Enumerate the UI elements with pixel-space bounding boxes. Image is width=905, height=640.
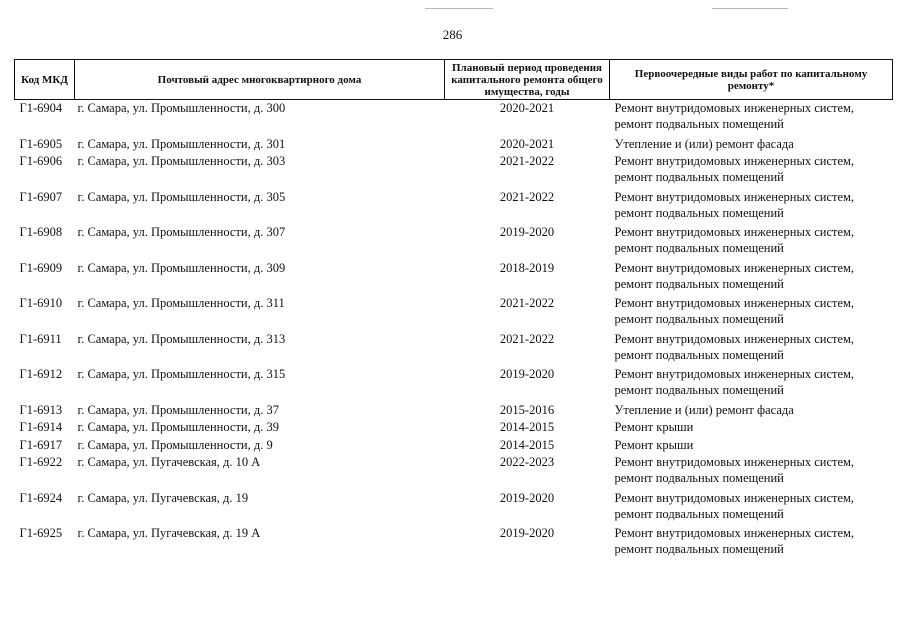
cell-period: 2020-2021 [499,136,555,151]
cell-period: 2021-2022 [499,331,555,346]
cell-code: Г1-6914 [19,420,63,434]
cell-address: г. Самара, ул. Пугачевская, д. 19 А [77,526,261,540]
cell-code: Г1-6907 [19,189,63,204]
cell-period: 2019-2020 [499,526,555,540]
cell-address: г. Самара, ул. Промышленности, д. 9 [77,437,273,452]
cell-works: Ремонт внутридомовых инженерных систем, ремонт подвальных помещений [614,455,855,485]
table-row [15,260,893,296]
table-row [15,437,893,455]
table-row [15,366,893,402]
table-row [15,136,893,154]
scan-artifact [425,8,493,9]
cell-address: г. Самара, ул. Промышленности, д. 301 [77,136,286,151]
cell-period: 2019-2020 [499,490,555,505]
cell-works: Ремонт внутридомовых инженерных систем, ремонт подвальных помещений [614,154,855,184]
cell-works: Ремонт крыши [614,420,694,434]
cell-period: 2018-2019 [499,260,555,275]
table-header [15,60,893,100]
table-row [15,331,893,367]
cell-works: Ремонт внутридомовых инженерных систем, ремонт подвальных помещений [614,490,855,521]
cell-code: Г1-6917 [19,437,63,452]
cell-code: Г1-6925 [19,526,63,540]
cell-period: 2021-2022 [499,189,555,204]
cell-period: 2019-2020 [499,225,555,239]
table-row [15,454,893,490]
header-period: Плановый период проведения капитального ремонта общего имущества, годы [445,60,610,100]
scan-artifact [712,8,788,9]
cell-period: 2021-2022 [499,296,555,310]
table-row [15,525,893,561]
cell-code: Г1-6922 [19,455,63,469]
cell-works: Ремонт внутридомовых инженерных систем, ремонт подвальных помещений [614,296,855,326]
table-row [15,419,893,437]
cell-works: Утепление и (или) ремонт фасада [614,136,794,151]
table-row [15,100,893,136]
cell-address: г. Самара, ул. Промышленности, д. 39 [77,420,279,434]
cell-address: г. Самара, ул. Промышленности, д. 313 [77,331,286,346]
cell-address: г. Самара, ул. Промышленности, д. 311 [77,296,285,310]
cell-works: Ремонт внутридомовых инженерных систем, ремонт подвальных помещений [614,331,855,362]
cell-works: Ремонт внутридомовых инженерных систем, ремонт подвальных помещений [614,101,855,131]
cell-code: Г1-6912 [19,367,63,381]
cell-code: Г1-6924 [19,490,63,505]
cell-code: Г1-6906 [19,154,63,168]
header-address: Почтовый адрес многоквартирного дома [75,60,445,100]
table-row [15,295,893,331]
cell-period: 2014-2015 [499,437,555,452]
cell-address: г. Самара, ул. Промышленности, д. 300 [77,101,286,115]
cell-code: Г1-6909 [19,260,63,275]
cell-works: Ремонт внутридомовых инженерных систем, ремонт подвальных помещений [614,225,855,255]
cell-period: 2021-2022 [499,154,555,168]
cell-works: Ремонт внутридомовых инженерных систем, ремонт подвальных помещений [614,526,855,556]
cell-works: Ремонт крыши [614,437,694,452]
cell-period: 2022-2023 [499,455,555,469]
cell-address: г. Самара, ул. Пугачевская, д. 10 А [77,455,261,469]
cell-period: 2015-2016 [499,402,555,417]
table-row [15,402,893,420]
cell-code: Г1-6910 [19,296,63,310]
cell-period: 2014-2015 [499,420,555,434]
cell-address: г. Самара, ул. Промышленности, д. 315 [77,367,286,381]
cell-address: г. Самара, ул. Промышленности, д. 305 [77,189,286,204]
table-row [15,189,893,225]
cell-works: Ремонт внутридомовых инженерных систем, ремонт подвальных помещений [614,260,855,291]
repair-schedule-table [14,59,893,561]
cell-code: Г1-6904 [19,101,63,115]
cell-address: г. Самара, ул. Промышленности, д. 307 [77,225,286,239]
cell-code: Г1-6911 [19,331,62,346]
cell-address: г. Самара, ул. Промышленности, д. 37 [77,402,279,417]
table-row [15,490,893,526]
cell-works: Утепление и (или) ремонт фасада [614,402,794,417]
cell-works: Ремонт внутридомовых инженерных систем, ремонт подвальных помещений [614,367,855,397]
table-row [15,224,893,260]
cell-works: Ремонт внутридомовых инженерных систем, ремонт подвальных помещений [614,189,855,220]
header-code: Код МКД [15,60,75,100]
cell-period: 2019-2020 [499,367,555,381]
cell-code: Г1-6905 [19,136,63,151]
cell-address: г. Самара, ул. Промышленности, д. 303 [77,154,286,168]
table-row [15,153,893,189]
cell-address: г. Самара, ул. Пугачевская, д. 19 [77,490,249,505]
header-works: Первоочередные виды работ по капитальному ремонту* [610,60,893,100]
table-body [15,100,893,561]
cell-period: 2020-2021 [499,101,555,115]
page-number: 286 [442,27,463,42]
cell-code: Г1-6908 [19,225,63,239]
cell-address: г. Самара, ул. Промышленности, д. 309 [77,260,286,275]
cell-code: Г1-6913 [19,402,63,417]
